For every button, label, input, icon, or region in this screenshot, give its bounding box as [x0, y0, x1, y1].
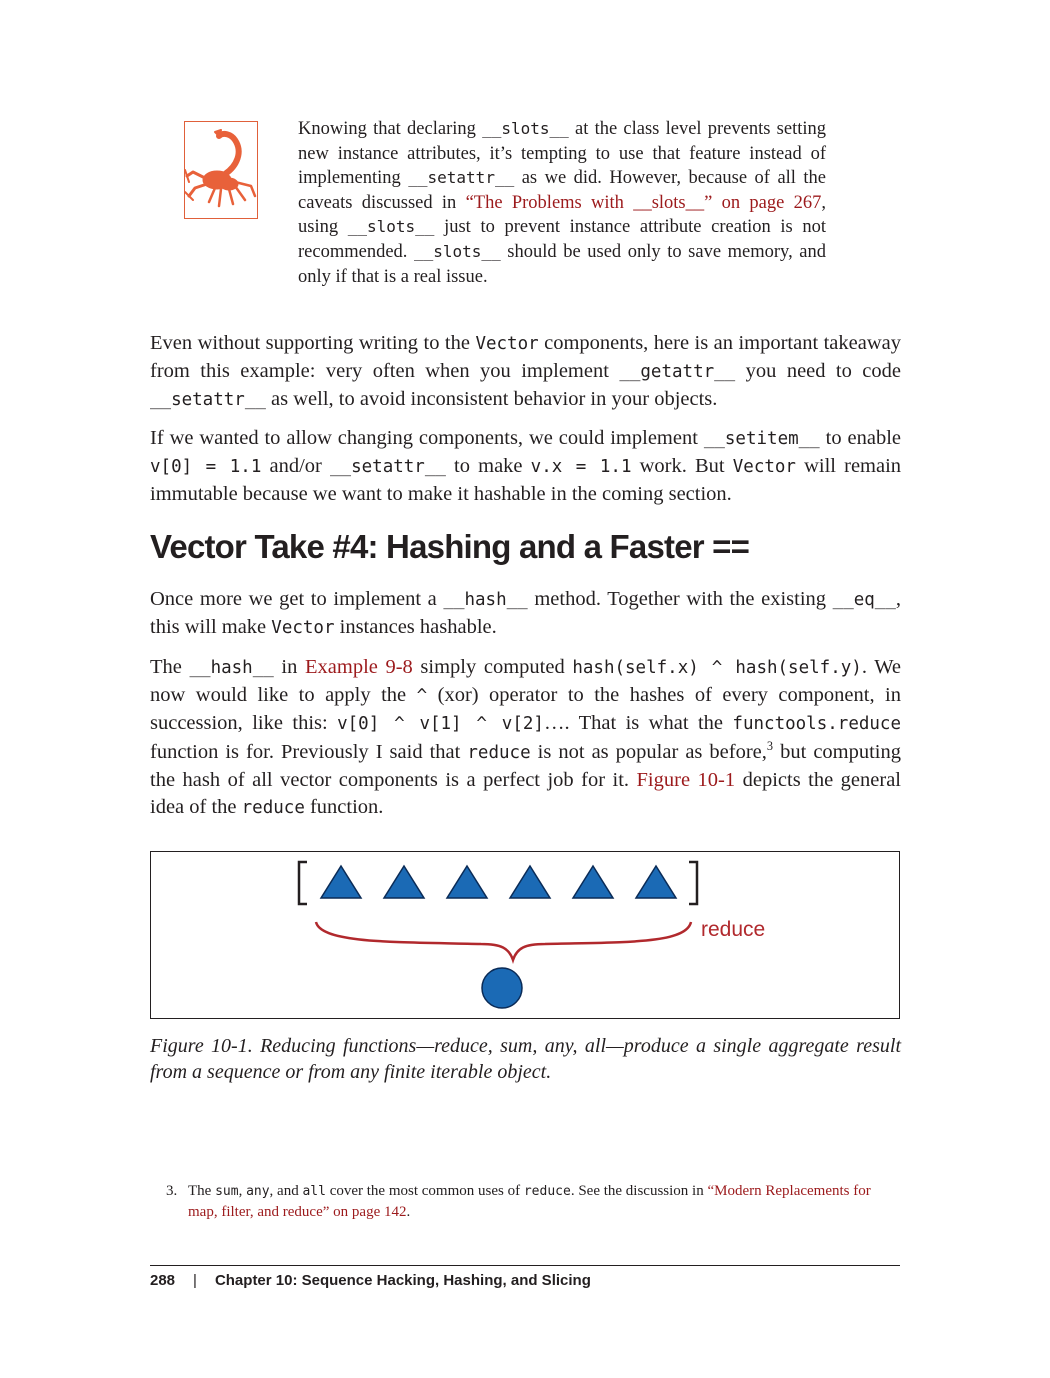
note-code: __slots__: [347, 217, 435, 237]
text: work. But: [631, 455, 733, 478]
text: . See the discussion in: [570, 1183, 708, 1199]
text: in: [273, 656, 305, 678]
inline-code: __setattr__: [150, 390, 266, 411]
inline-code: any: [246, 1184, 270, 1199]
text: simply computed: [412, 656, 573, 678]
text: Once more we get to implement a: [150, 588, 444, 610]
footnote-marker[interactable]: 3: [766, 738, 774, 753]
text: to enable: [819, 427, 901, 449]
sequence-item-triangle: [510, 866, 550, 898]
page-number: 288: [150, 1272, 176, 1289]
note-text: Knowing that declaring: [298, 119, 483, 139]
text: you need to code: [735, 360, 901, 383]
note-text: , using: [298, 192, 826, 238]
text: and/or: [261, 455, 331, 478]
text: to make: [445, 455, 531, 478]
modern-replacements-link[interactable]: “Modern Replacements for map, filter, and reduce” on page 142: [188, 1183, 871, 1220]
paragraph-3: [150, 586, 901, 642]
text: . We now would like to apply the: [150, 656, 901, 707]
footnote-3: [166, 1181, 901, 1222]
text: ,: [238, 1183, 247, 1199]
text: as well, to avoid inconsistent behavior in your objects.: [265, 388, 718, 411]
inline-code: v.x = 1.1: [530, 457, 632, 478]
note-text: just to prevent instance attribute creation is not recommended.: [298, 217, 826, 262]
figure-10-1-link[interactable]: Figure 10-1: [636, 768, 736, 791]
paragraph-2: [150, 425, 901, 509]
right-bracket: [689, 862, 697, 904]
text: If we wanted to allow changing components, we could implement: [150, 427, 704, 449]
text: The: [188, 1183, 216, 1199]
footnote-number: 3.: [166, 1183, 178, 1199]
text: function.: [304, 796, 384, 819]
chapter-title: Chapter 10: Sequence Hacking, Hashing, and Slicing: [214, 1272, 591, 1289]
text: , and: [269, 1183, 303, 1199]
tip-note: [298, 117, 826, 289]
reduce-label: reduce: [701, 918, 766, 941]
footer-separator: |: [193, 1272, 197, 1289]
text: instances hashable.: [334, 616, 497, 639]
sequence-item-triangle: [636, 866, 676, 898]
inline-code: reduce: [523, 1184, 571, 1199]
inline-code: v[0] ^ v[1] ^ v[2]: [337, 714, 544, 735]
figure-reduce-diagram: [150, 851, 900, 1019]
text: will remain immutable because we want to make it hashable in the coming section.: [150, 455, 902, 506]
text: .: [406, 1204, 411, 1220]
text: but computing the hash of all vector components is a perfect job for it.: [150, 740, 902, 791]
inline-code: __hash__: [189, 658, 274, 678]
text: function is for. Previously I said that: [150, 740, 468, 763]
footer-rule: [150, 1265, 900, 1266]
text: Even without supporting writing to the: [150, 332, 476, 354]
sequence-item-triangle: [573, 866, 613, 898]
inline-code: v[0] = 1.1: [150, 457, 262, 478]
inline-code: hash(self.x) ^ hash(self.y): [572, 658, 862, 678]
inline-code: reduce: [241, 798, 305, 819]
inline-code: Vector: [732, 457, 796, 478]
text: , this will make: [150, 588, 901, 639]
section-heading: Vector Take #4: Hashing and a Faster ==: [150, 528, 750, 565]
sequence-item-triangle: [321, 866, 361, 898]
inline-code: all: [302, 1184, 326, 1199]
inline-code: __setitem__: [703, 429, 820, 449]
inline-code: Vector: [475, 334, 539, 354]
paragraph-4: [150, 654, 901, 822]
note-text: should be used only to save memory, and only if that is a real issue.: [298, 241, 826, 287]
text: components, here is an important takeaway from this example: very often when you implement: [150, 332, 902, 383]
inline-code: Vector: [271, 618, 335, 639]
inline-code: reduce: [467, 742, 531, 763]
inline-code: __getattr__: [619, 362, 736, 383]
inline-code: ^: [416, 686, 428, 707]
sequence-item-triangle: [447, 866, 487, 898]
text: (xor) operator to the hashes of every component, in succession, like this:: [150, 684, 901, 735]
text: depicts the general idea of the: [150, 768, 901, 819]
note-text: as we did. However, because of all the caveats discussed in: [298, 168, 827, 213]
text: cover the most common uses of: [325, 1183, 524, 1199]
reduce-brace: [316, 922, 691, 960]
scorpion-icon: [184, 121, 258, 219]
note-text: at the class level prevents setting new instance attributes, it’s tempting to use that feature instead of implementing: [298, 119, 826, 189]
figure-caption: Figure 10-1. Reducing functions—reduce, sum, any, all—produce a single aggregate result from a sequence or from any finite iterable object.: [150, 1035, 901, 1083]
note-code: __setattr__: [408, 168, 515, 188]
inline-code: __eq__: [832, 590, 896, 610]
reduce-diagram: [151, 852, 899, 1018]
example-9-8-link[interactable]: Example 9-8: [305, 656, 413, 678]
inline-code: functools.reduce: [732, 714, 901, 735]
inline-code: sum: [215, 1184, 239, 1199]
text: is not as popular as before,: [530, 740, 767, 763]
footnote-text: [188, 1181, 901, 1222]
inline-code: __setattr__: [330, 457, 446, 478]
text: method. Together with the existing: [527, 588, 833, 610]
left-bracket: [299, 862, 307, 904]
note-cross-reference-link[interactable]: “The Problems with __slots__” on page 267: [465, 192, 822, 213]
reduced-result-circle: [482, 968, 522, 1008]
inline-code: __hash__: [443, 590, 528, 610]
page-footer: [150, 1272, 591, 1289]
text: The: [150, 656, 190, 678]
sequence-items: [321, 866, 676, 898]
note-code: __slots__: [482, 119, 569, 138]
text: …. That is what the: [543, 712, 733, 735]
paragraph-1: [150, 330, 901, 415]
sequence-item-triangle: [384, 866, 424, 898]
note-code: __slots__: [414, 241, 501, 261]
